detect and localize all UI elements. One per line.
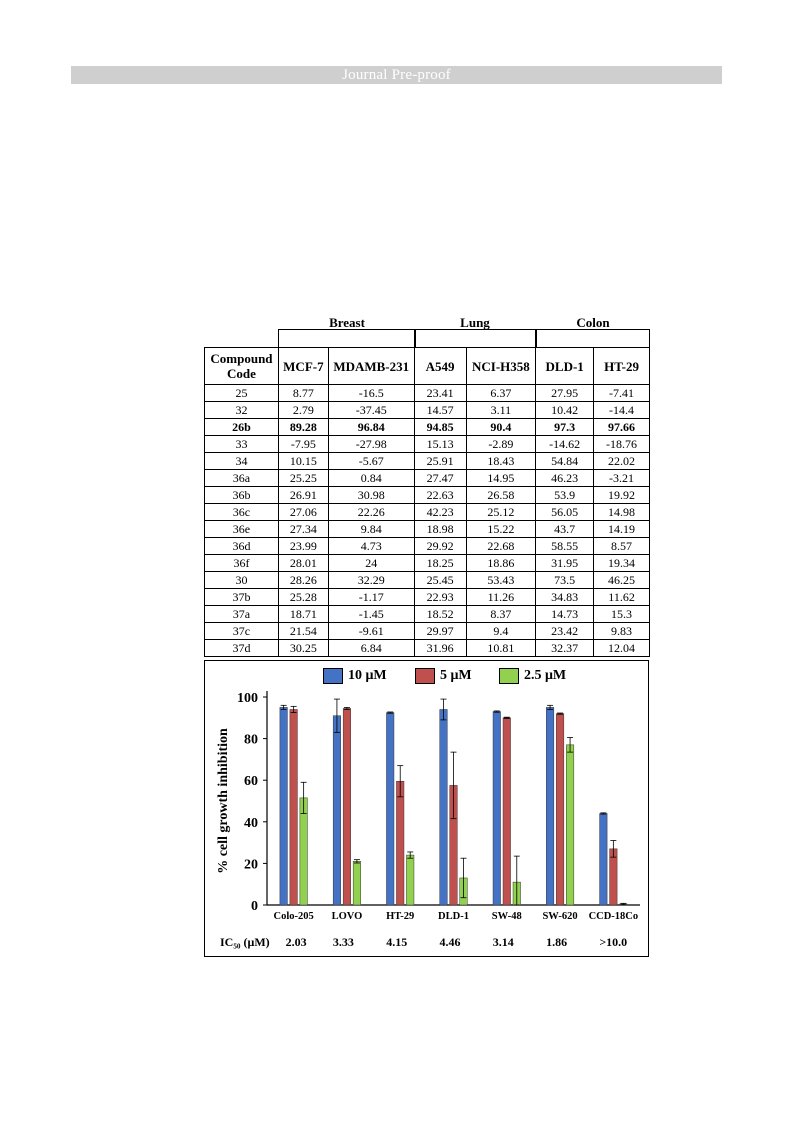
bar [290,709,298,905]
x-tick-label: Colo-205 [273,911,314,922]
table-cell: 22.02 [594,453,650,470]
table-row [205,538,650,555]
compound-code-cell: 30 [205,572,279,589]
table-cell: 19.34 [594,555,650,572]
table-cell: -7.95 [278,436,328,453]
table-cell: 9.84 [328,521,414,538]
table-cell: 22.93 [414,589,466,606]
table-cell: 30.25 [278,640,328,657]
table-cell: 24 [328,555,414,572]
table-cell: 18.86 [466,555,536,572]
figure [204,311,650,958]
table-cell: 27.34 [278,521,328,538]
ic50-value: 3.33 [332,935,354,949]
header-compound-code: Compound Code [205,348,279,385]
header-ht29: HT-29 [594,348,650,385]
table-cell: 27.06 [278,504,328,521]
table-row [205,504,650,521]
y-tick-label: 20 [244,857,258,873]
bar [440,709,448,905]
compound-code-cell: 37b [205,589,279,606]
x-tick-label: HT-29 [386,911,415,922]
table-cell: 14.19 [594,521,650,538]
table-row [205,640,650,657]
table-row [205,623,650,640]
ic50-row [205,933,650,953]
compound-code-cell: 37d [205,640,279,657]
compound-code-cell: 36d [205,538,279,555]
ic50-value: 3.14 [492,935,514,949]
table-cell: 26.58 [466,487,536,504]
header-mdamb231: MDAMB-231 [328,348,414,385]
table-cell: 46.25 [594,572,650,589]
table-cell: 28.01 [278,555,328,572]
header-a549: A549 [414,348,466,385]
table-cell: 9.4 [466,623,536,640]
table-cell: -7.41 [594,385,650,402]
table-cell: 23.41 [414,385,466,402]
table-cell: 26.91 [278,487,328,504]
y-tick-label: 60 [244,774,258,790]
table-cell: 25.25 [278,470,328,487]
table-cell: 10.42 [536,402,594,419]
table-cell: 27.47 [414,470,466,487]
table-cell: 89.28 [278,419,328,436]
table-cell: -16.5 [328,385,414,402]
table-cell: 96.84 [328,419,414,436]
table-cell: 15.13 [414,436,466,453]
table-cell: 15.3 [594,606,650,623]
bar [503,718,511,905]
legend-label-10um: 10 μM [348,668,387,683]
inhibition-table [204,347,650,657]
table-cell: 97.3 [536,419,594,436]
table-cell: 6.84 [328,640,414,657]
table-cell: 53.43 [466,572,536,589]
compound-code-cell: 32 [205,402,279,419]
table-cell: 18.25 [414,555,466,572]
group-label-breast: Breast [329,315,365,330]
table-cell: 30.98 [328,487,414,504]
x-tick-label: DLD-1 [438,911,469,922]
table-cell: 42.23 [414,504,466,521]
table-cell: 56.05 [536,504,594,521]
table-cell: -5.67 [328,453,414,470]
compound-code-cell: 25 [205,385,279,402]
table-cell: 25.12 [466,504,536,521]
table-cell: 34.83 [536,589,594,606]
y-tick-label: 80 [244,732,258,748]
header-dld1: DLD-1 [536,348,594,385]
ic50-value: 4.46 [439,935,461,949]
table-row [205,589,650,606]
table-cell: 58.55 [536,538,594,555]
table-cell: 0.84 [328,470,414,487]
compound-code-cell: 37c [205,623,279,640]
table-row [205,385,650,402]
journal-banner: Journal Pre-proof [71,66,722,84]
legend-label-5um: 5 μM [440,668,472,683]
table-cell: 32.29 [328,572,414,589]
table-cell: 15.22 [466,521,536,538]
ic50-value: 4.15 [386,935,408,949]
table-cell: 8.37 [466,606,536,623]
bar-chart [204,660,649,957]
x-tick-label: CCD-18Co [588,911,639,922]
table-cell: 25.28 [278,589,328,606]
table-cell: 14.57 [414,402,466,419]
group-bracket-breast [278,329,416,348]
table-row [205,419,650,436]
ic50-value: 2.03 [285,935,307,949]
compound-code-cell: 36f [205,555,279,572]
table-cell: 31.96 [414,640,466,657]
group-bracket-lung [414,329,536,348]
table-cell: -9.61 [328,623,414,640]
x-tick-label: SW-48 [491,911,522,922]
table-cell: 14.98 [594,504,650,521]
table-cell: -14.4 [594,402,650,419]
table-cell: 21.54 [278,623,328,640]
bar [556,714,564,905]
table-cell: 53.9 [536,487,594,504]
table-cell: 22.63 [414,487,466,504]
table-cell: 23.99 [278,538,328,555]
y-axis-label: % cell growth inhibition [216,728,231,874]
bar [300,798,308,905]
table-cell: 94.85 [414,419,466,436]
compound-code-cell: 34 [205,453,279,470]
table-cell: 25.45 [414,572,466,589]
table-cell: 28.26 [278,572,328,589]
bar [406,855,414,905]
table-row [205,572,650,589]
group-bracket-colon [536,329,650,348]
table-cell: 8.57 [594,538,650,555]
ic50-value: 1.86 [546,935,568,949]
table-cell: 4.73 [328,538,414,555]
bar [343,708,351,905]
compound-code-cell: 37a [205,606,279,623]
table-cell: 2.79 [278,402,328,419]
table-row [205,521,650,538]
table-cell: 73.5 [536,572,594,589]
table-cell: 10.81 [466,640,536,657]
table-cell: 14.95 [466,470,536,487]
ic50-label: IC₅₀ (μM) [220,935,270,949]
table-cell: -2.89 [466,436,536,453]
table-cell: 43.7 [536,521,594,538]
compound-code-cell: 36c [205,504,279,521]
table-cell: -27.98 [328,436,414,453]
group-label-colon: Colon [576,315,610,330]
bar [333,716,341,905]
table-cell: -18.76 [594,436,650,453]
table-cell: 25.91 [414,453,466,470]
compound-code-cell: 36e [205,521,279,538]
table-cell: 8.77 [278,385,328,402]
legend-label-2-5um: 2.5 μM [524,668,567,683]
table-cell: 90.4 [466,419,536,436]
table-cell: 3.11 [466,402,536,419]
table-cell: 22.26 [328,504,414,521]
compound-code-cell: 36a [205,470,279,487]
table-row [205,436,650,453]
bar [353,861,361,905]
x-tick-label: SW-620 [542,911,578,922]
table-row [205,487,650,504]
table-cell: 6.37 [466,385,536,402]
table-cell: 97.66 [594,419,650,436]
table-header-row [205,348,650,385]
table-cell: 31.95 [536,555,594,572]
table-cell: -37.45 [328,402,414,419]
table-cell: 54.84 [536,453,594,470]
group-headers [204,311,650,347]
table-body [205,385,650,657]
table-cell: 46.23 [536,470,594,487]
table-cell: 19.92 [594,487,650,504]
table-cell: -14.62 [536,436,594,453]
bar [396,781,404,905]
table-cell: -1.45 [328,606,414,623]
chart-plot [205,661,650,933]
table-cell: 11.26 [466,589,536,606]
table-row [205,606,650,623]
table-row [205,470,650,487]
x-tick-label: LOVO [331,911,363,922]
table-cell: 18.71 [278,606,328,623]
header-mcf7: MCF-7 [278,348,328,385]
table-cell: 22.68 [466,538,536,555]
table-cell: 18.98 [414,521,466,538]
y-tick-label: 100 [237,691,258,706]
bar [493,712,501,905]
table-cell: 27.95 [536,385,594,402]
bar [566,745,574,905]
y-tick-label: 40 [244,815,258,831]
table-cell: 14.73 [536,606,594,623]
bar [546,707,554,905]
compound-code-cell: 26b [205,419,279,436]
table-cell: 29.92 [414,538,466,555]
y-tick-label: 0 [251,899,258,914]
table-cell: 18.43 [466,453,536,470]
table-row [205,402,650,419]
compound-code-cell: 33 [205,436,279,453]
table-cell: 9.83 [594,623,650,640]
table-cell: 11.62 [594,589,650,606]
header-nci-h358: NCI-H358 [466,348,536,385]
ic50-value: >10.0 [599,935,628,949]
compound-code-cell: 36b [205,487,279,504]
group-label-lung: Lung [460,315,490,330]
table-cell: 23.42 [536,623,594,640]
bar [600,813,608,905]
bar [386,713,394,905]
table-cell: 10.15 [278,453,328,470]
table-row [205,555,650,572]
table-cell: -3.21 [594,470,650,487]
table-row [205,453,650,470]
table-cell: 32.37 [536,640,594,657]
table-cell: 29.97 [414,623,466,640]
table-cell: 12.04 [594,640,650,657]
table-cell: -1.17 [328,589,414,606]
bar [280,707,288,905]
table-cell: 18.52 [414,606,466,623]
